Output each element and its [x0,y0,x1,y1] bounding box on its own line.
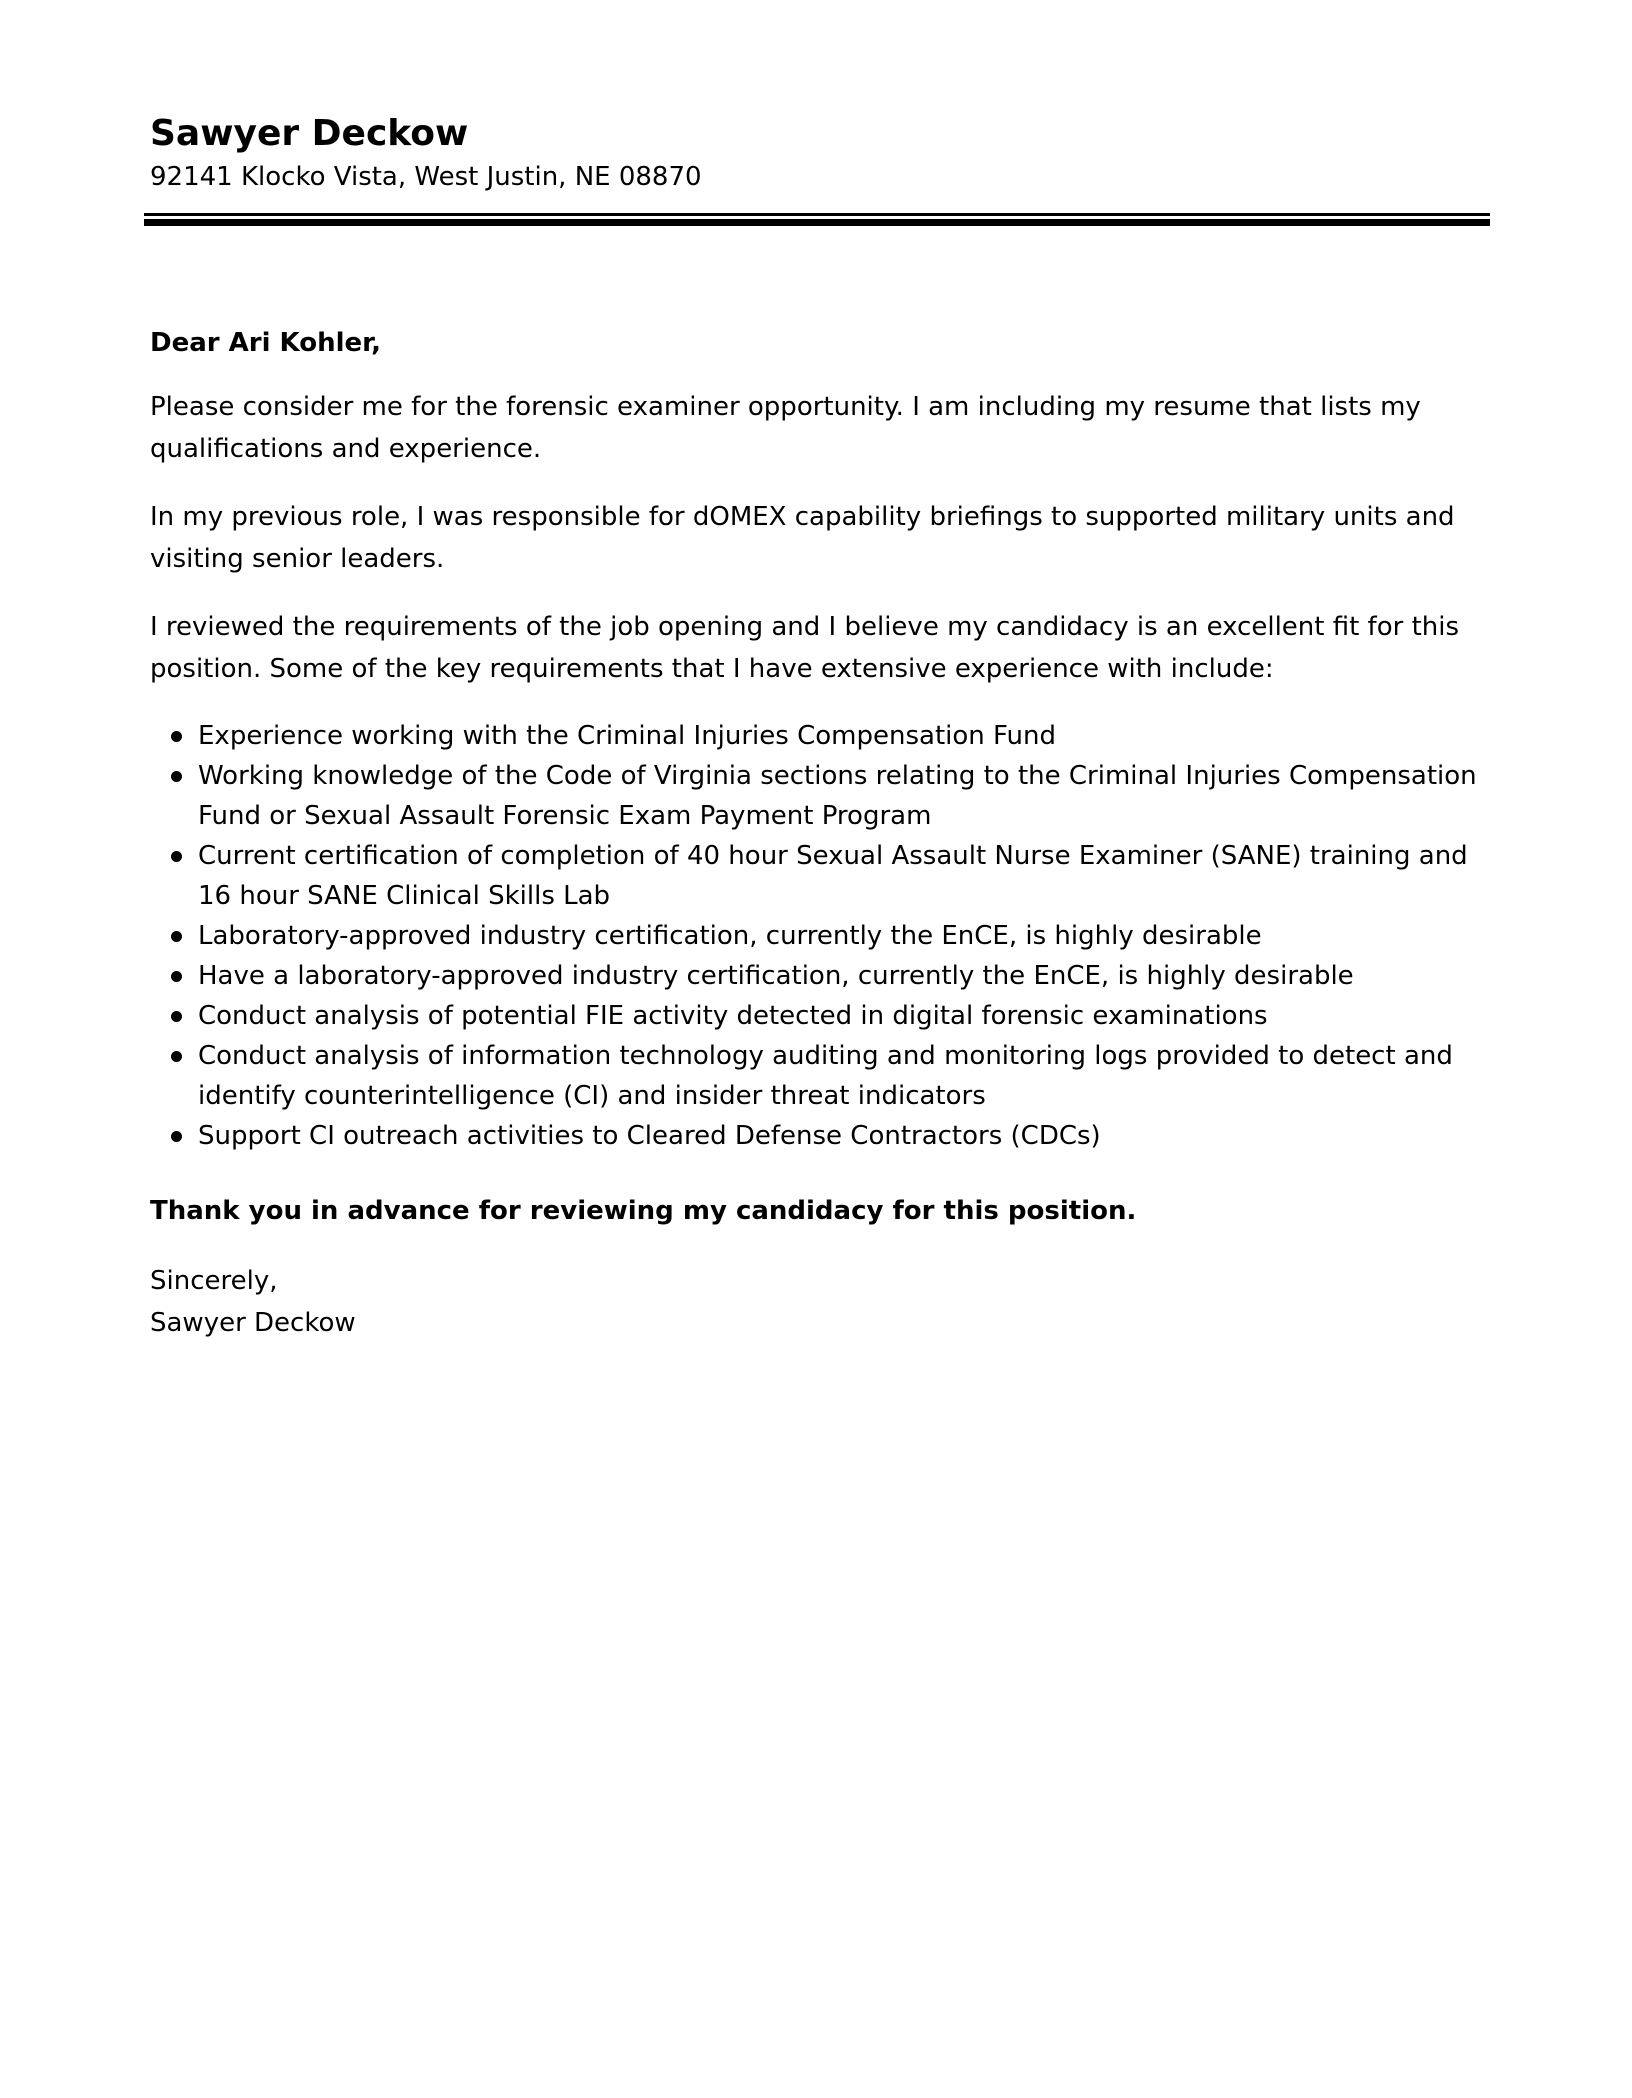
paragraph-previous-role: In my previous role, I was responsible for dOMEX capability briefings to supported military units and visiting senior leaders. [150,502,1455,574]
sender-address: 92141 Klocko Vista, West Justin, NE 08870 [150,162,702,192]
bullet-icon [171,971,182,982]
header-divider [144,213,1490,226]
letter-body [150,322,1480,1344]
bullet-icon [171,931,182,942]
salutation: Dear Ari Kohler, [150,328,382,358]
bullet-icon [171,1051,182,1062]
list-item-text: Conduct analysis of information technology auditing and monitoring logs provided to detect and identify counterintelligence (CI) and insider threat indicators [198,1041,1453,1111]
bullet-icon [171,851,182,862]
signature-name: Sawyer Deckow [150,1308,356,1338]
list-item-text: Current certification of completion of 40 hour Sexual Assault Nurse Examiner (SANE) training and 16 hour SANE Clinical Skills Lab [198,841,1468,911]
list-item-text: Experience working with the Criminal Injuries Compensation Fund [198,721,1056,751]
paragraph-requirements-intro: I reviewed the requirements of the job opening and I believe my candidacy is an excellent fit for this position. Some of the key requirements that I have extensive experience with include: [150,612,1460,684]
paragraph-intro: Please consider me for the forensic examiner opportunity. I am including my resume that lists my qualifications and experience. [150,392,1421,464]
list-item [150,956,1480,996]
list-item [150,1036,1480,1116]
signoff: Sincerely, [150,1266,278,1296]
list-item [150,836,1480,916]
list-item [150,916,1480,956]
bullet-icon [171,1131,182,1142]
divider-thin-line [144,213,1490,216]
list-item-text: Have a laboratory-approved industry certification, currently the EnCE, is highly desirable [198,961,1354,991]
divider-thick-line [144,219,1490,226]
list-item-text: Working knowledge of the Code of Virginia sections relating to the Criminal Injuries Compensation Fund or Sexual Assault Forensic Exam Payment Program [198,761,1477,831]
bullet-icon [171,1011,182,1022]
closing-line: Thank you in advance for reviewing my candidacy for this position. [150,1196,1137,1226]
list-item-text: Support CI outreach activities to Cleared Defense Contractors (CDCs) [198,1121,1101,1151]
bullet-icon [171,731,182,742]
letter-header [150,112,1490,194]
list-item [150,716,1480,756]
list-item-text: Laboratory-approved industry certification, currently the EnCE, is highly desirable [198,921,1262,951]
bullet-icon [171,771,182,782]
list-item [150,996,1480,1036]
sender-name: Sawyer Deckow [150,113,469,154]
list-item [150,756,1480,836]
requirements-list [150,716,1480,1156]
list-item [150,1116,1480,1156]
list-item-text: Conduct analysis of potential FIE activity detected in digital forensic examinations [198,1001,1268,1031]
